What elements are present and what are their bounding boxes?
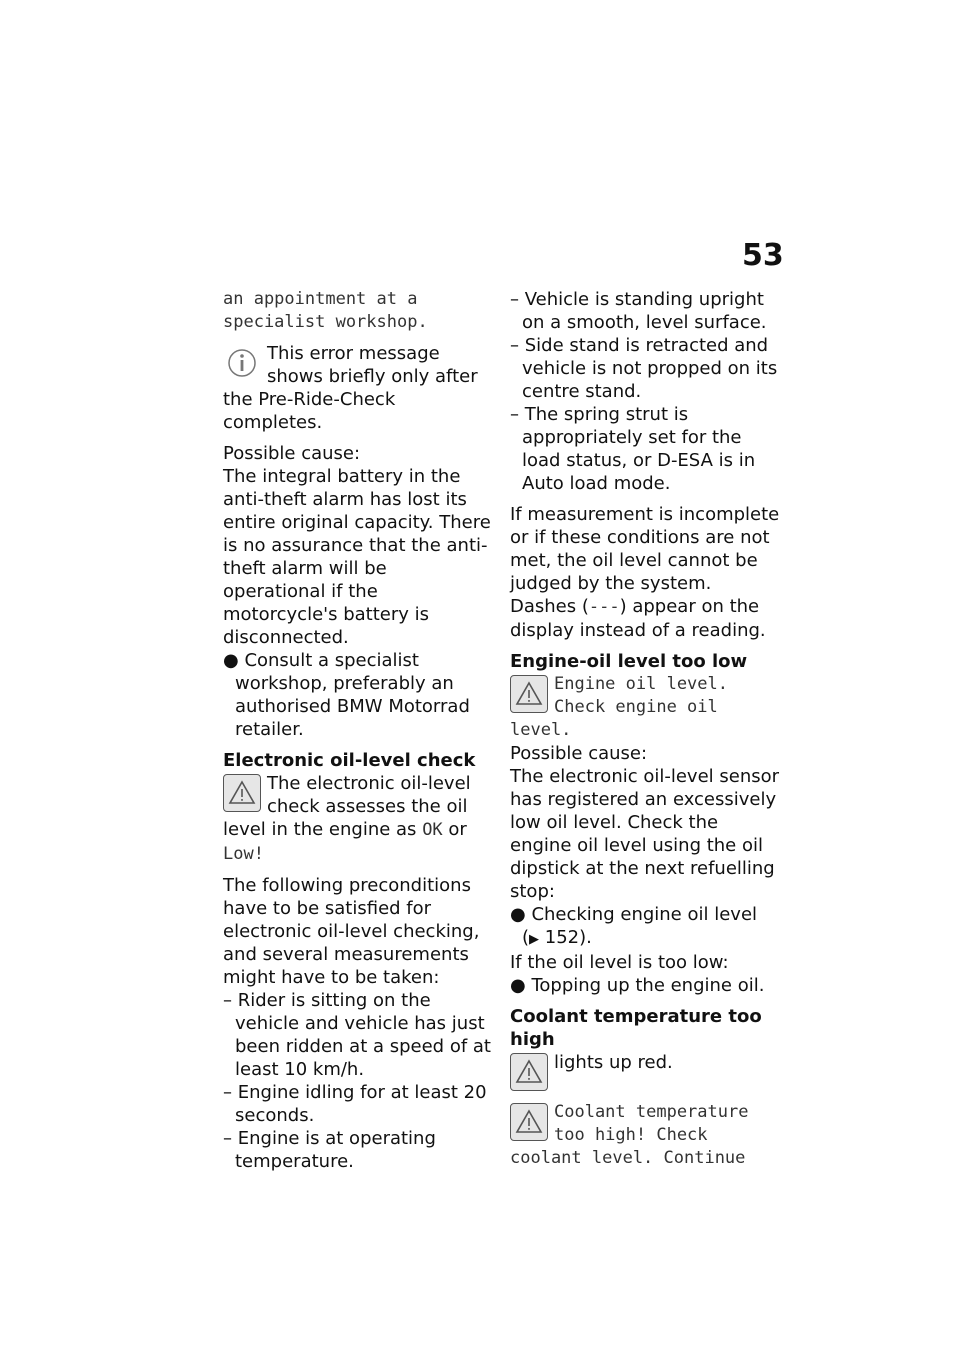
section-heading-coolant: Coolant temperature too high [510, 1006, 762, 1050]
bullet-item: ● Topping up the engine oil. [510, 975, 765, 996]
cause-text: The integral battery in the anti-theft alarm has lost its entire original capacity. There is no assurance that the anti-theft alarm will be operational if the motorcycle's battery is disconnected. [223, 466, 491, 648]
precondition-item: – Rider is sitting on the vehicle and vehicle has just been ridden at a speed of at least 10 km/h. [223, 990, 491, 1080]
oil-low-message: Engine oil level. Check engine oil level. [510, 674, 728, 740]
continued-message: an appointment at a specialist workshop. [223, 289, 428, 332]
warning-triangle-icon [510, 675, 548, 713]
preconditions-text: The following preconditions have to be satisfied for electronic oil-level checking, and several measurements might have to be taken: [223, 875, 480, 988]
precondition-item: – Vehicle is standing upright on a smooth, level surface. [510, 289, 767, 333]
precondition-item: – The spring strut is appropriately set for the load status, or D-ESA is in Auto load mode. [510, 404, 756, 494]
warning-triangle-icon [510, 1103, 548, 1141]
info-note-text: This error message shows briefly only after the Pre-Ride-Check completes. [223, 343, 478, 433]
precondition-item: – Engine idling for at least 20 seconds. [223, 1082, 487, 1126]
possible-cause-label: Possible cause: [510, 743, 648, 764]
page-number: 53 [742, 238, 784, 273]
precondition-item: – Side stand is retracted and vehicle is not propped on its centre stand. [510, 335, 778, 402]
right-column [510, 288, 782, 1170]
oil-check-intro: The electronic oil-level check assesses the oil level in the engine as OK or Low! [223, 773, 471, 864]
bullet-item: ● Checking engine oil level (▶ 152). [510, 904, 758, 948]
too-low-text: If the oil level is too low: [510, 952, 729, 973]
info-icon [223, 344, 261, 382]
incomplete-measurement-text: If measurement is incomplete or if these conditions are not met, the oil level cannot be judged by the system. Dashes (---) appear on the display instead of a reading. [510, 504, 780, 641]
warning-triangle-icon [510, 1053, 548, 1091]
page-reference-arrow-icon: ▶ [529, 932, 540, 947]
coolant-lights-red: lights up red. [510, 1051, 782, 1074]
precondition-item: – Engine is at operating temperature. [223, 1128, 436, 1172]
coolant-message: Coolant temperature too high! Check coolant level. Continue [510, 1102, 749, 1168]
info-note [223, 342, 491, 434]
warning-triangle-icon [223, 774, 261, 812]
left-column [223, 288, 491, 1173]
section-heading-oil-low: Engine-oil level too low [510, 651, 748, 672]
low-cause-text: The electronic oil-level sensor has registered an excessively low oil level. Check the engine oil level using the oil dipstick at the next refuelling stop: [510, 766, 780, 902]
possible-cause-label: Possible cause: [223, 443, 361, 464]
section-heading-oil-check: Electronic oil-level check [223, 750, 476, 771]
bullet-item: ● Consult a specialist workshop, preferably an authorised BMW Motorrad retailer. [223, 650, 470, 740]
